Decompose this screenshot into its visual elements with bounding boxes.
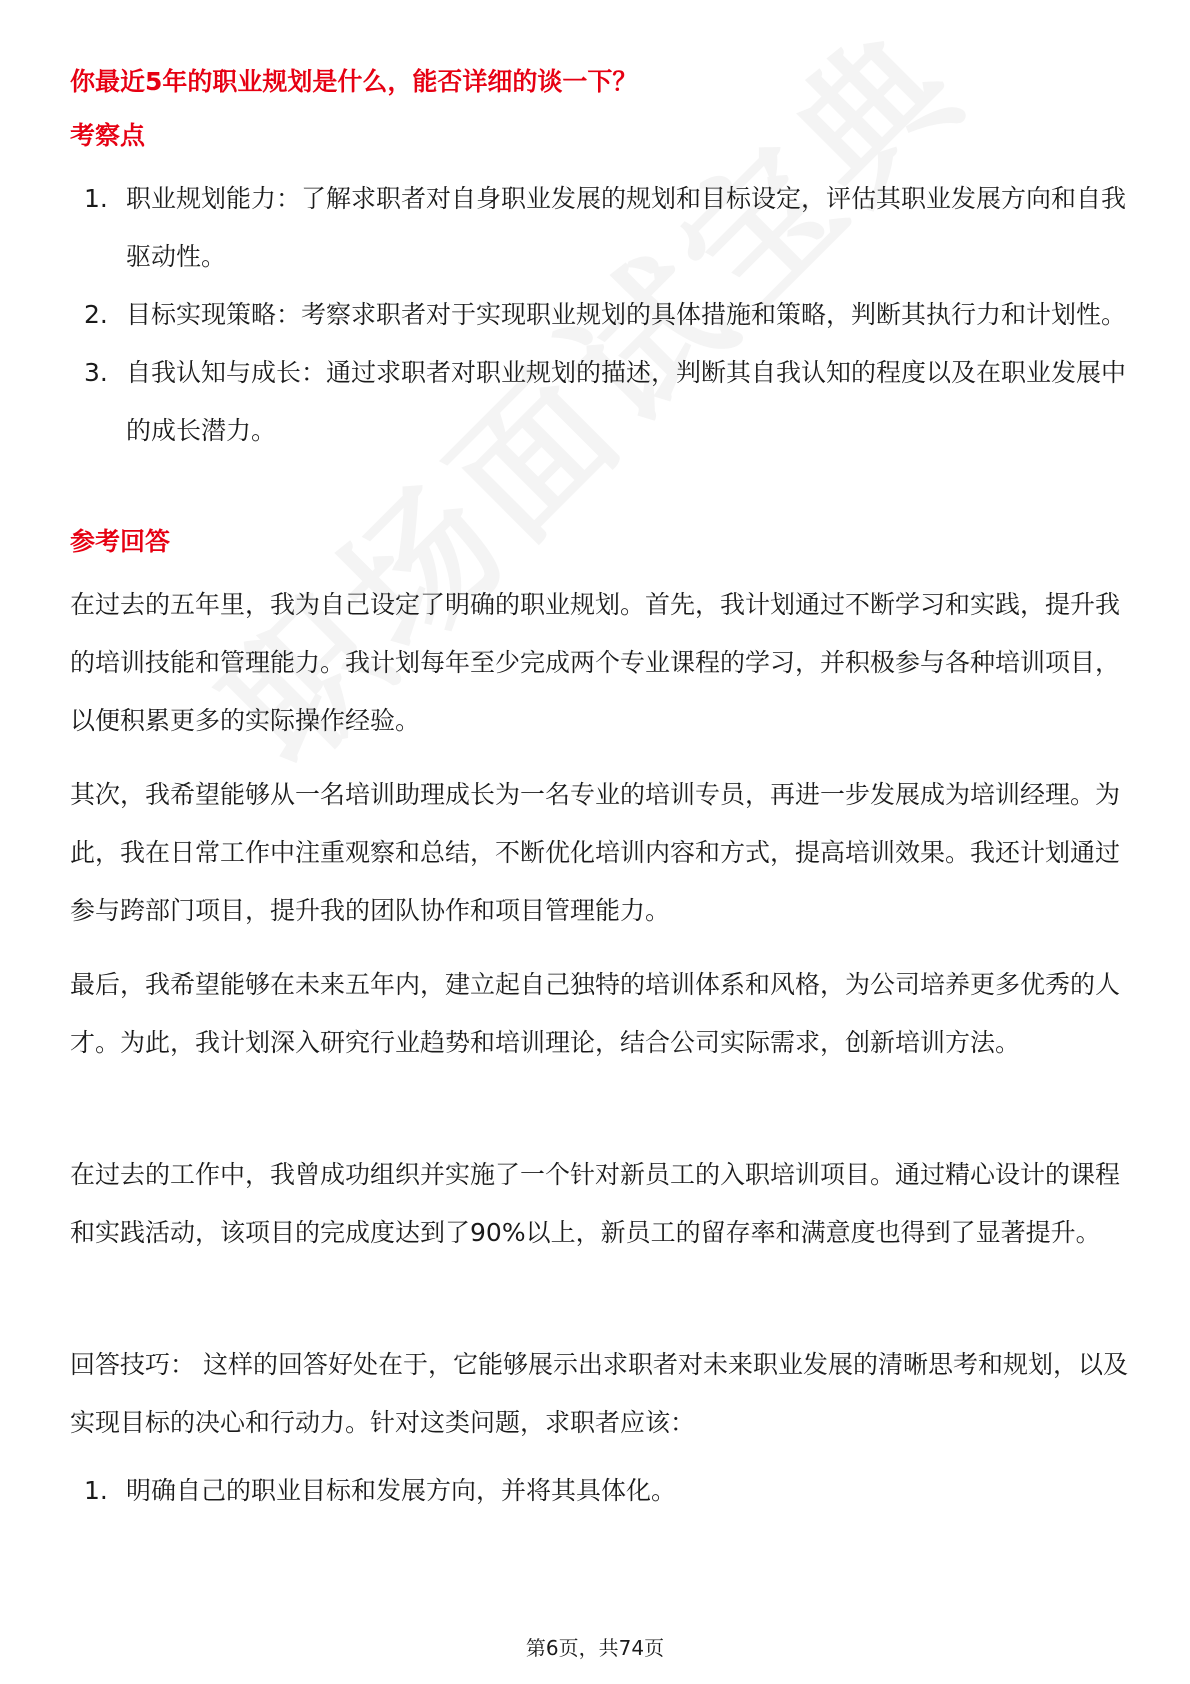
list-item	[84, 344, 1134, 460]
focus-list	[84, 170, 1134, 460]
list-number: 3.	[84, 358, 108, 387]
answer-paragraph: 在过去的五年里，我为自己设定了明确的职业规划。首先，我计划通过不断学习和实践，提升我的培训技能和管理能力。我计划每年至少完成两个专业课程的学习，并积极参与各种培训项目，以便积累更多的实际操作经验。	[70, 590, 1121, 735]
list-item-text: 自我认知与成长：通过求职者对职业规划的描述，判断其自我认知的程度以及在职业发展中的成长潜力。	[126, 358, 1127, 445]
list-number: 1.	[84, 1476, 108, 1505]
list-item	[84, 1462, 1134, 1520]
list-item	[84, 286, 1134, 344]
list-item-text: 明确自己的职业目标和发展方向，并将其具体化。	[126, 1476, 677, 1505]
tips-list	[84, 1462, 1134, 1520]
answer-paragraph: 在过去的工作中，我曾成功组织并实施了一个针对新员工的入职培训项目。通过精心设计的课程和实践活动，该项目的完成度达到了90%以上，新员工的留存率和满意度也得到了显著提升。	[70, 1160, 1121, 1247]
answer-paragraph: 最后，我希望能够在未来五年内，建立起自己独特的培训体系和风格，为公司培养更多优秀的人才。为此，我计划深入研究行业趋势和培训理论，结合公司实际需求，创新培训方法。	[70, 970, 1121, 1057]
list-item-text: 职业规划能力：了解求职者对自身职业发展的规划和目标设定，评估其职业发展方向和自我驱动性。	[126, 184, 1127, 271]
list-number: 1.	[84, 184, 108, 213]
answer-paragraph: 其次，我希望能够从一名培训助理成长为一名专业的培训专员，再进一步发展成为培训经理。为此，我在日常工作中注重观察和总结，不断优化培训内容和方式，提高培训效果。我还计划通过参与跨部门项目，提升我的团队协作和项目管理能力。	[70, 780, 1121, 925]
list-item	[84, 170, 1134, 286]
section-heading-focus: 考察点	[70, 121, 146, 150]
question-title: 你最近5年的职业规划是什么，能否详细的谈一下？	[70, 67, 638, 96]
list-number: 2.	[84, 300, 108, 329]
tips-paragraph: 回答技巧： 这样的回答好处在于，它能够展示出求职者对未来职业发展的清晰思考和规划，以及实现目标的决心和行动力。针对这类问题，求职者应该：	[70, 1350, 1128, 1437]
section-heading-answer: 参考回答	[70, 527, 171, 556]
list-item-text: 目标实现策略：考察求职者对于实现职业规划的具体措施和策略，判断其执行力和计划性。	[126, 300, 1127, 329]
page-footer: 第6页，共74页	[525, 1636, 665, 1660]
